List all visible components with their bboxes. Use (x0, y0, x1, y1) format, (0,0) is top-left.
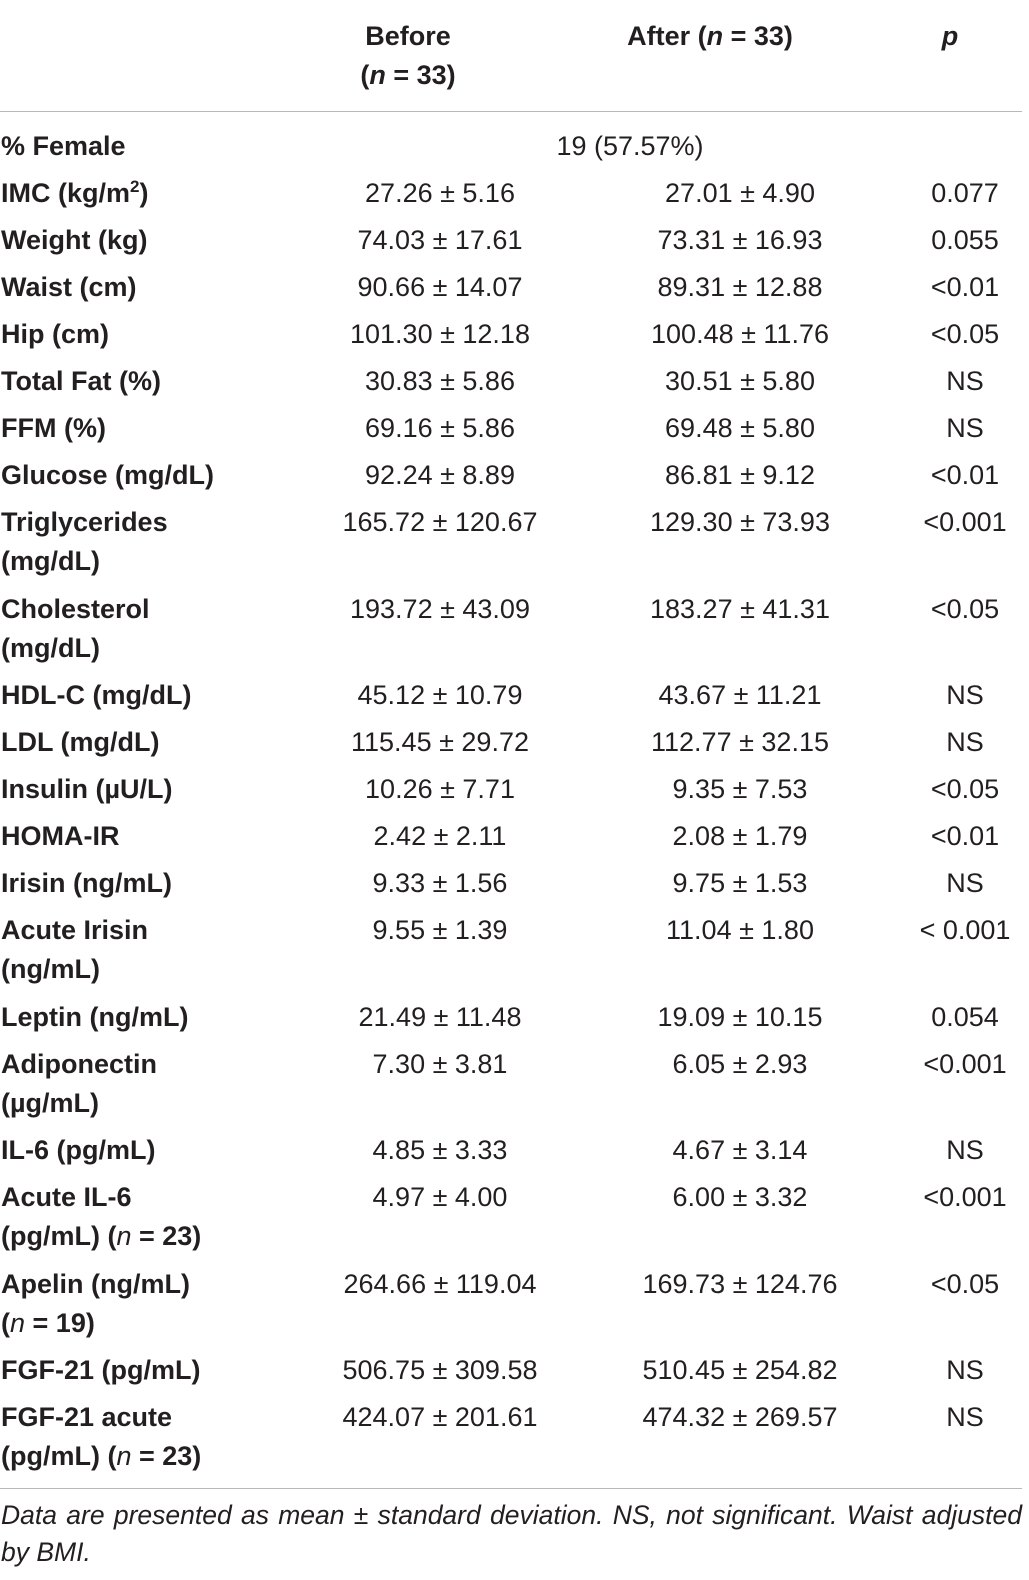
cell-p: NS (946, 1355, 984, 1385)
table-row (0, 998, 1022, 1045)
cell-p: NS (946, 1402, 984, 1432)
cell-before: 193.72 ± 43.09 (350, 593, 530, 624)
cell-after: 183.27 ± 41.31 (650, 593, 830, 624)
table-row (0, 315, 1022, 362)
cell-before: 69.16 ± 5.86 (365, 413, 515, 443)
table-row (0, 1351, 1022, 1398)
cell-after: 100.48 ± 11.76 (651, 319, 829, 349)
cell-merged: 19 (57.57%) (556, 131, 704, 161)
row-label (1, 1045, 321, 1123)
row-label-line2: (mg/dL) (1, 632, 100, 663)
row-label-line2-wrap (1, 1437, 321, 1476)
table-row (0, 268, 1022, 315)
cell-p: <0.05 (930, 1268, 1000, 1299)
row-label: HOMA-IR (1, 821, 120, 851)
cell-before: 424.07 ± 201.61 (342, 1402, 538, 1432)
row-label: % Female (1, 131, 126, 161)
row-label-line2b: = 23) (131, 1441, 202, 1471)
row-label-line2-wrap (1, 629, 321, 668)
cell-p: <0.01 (930, 460, 1000, 490)
table-row (0, 221, 1022, 268)
cell-p: NS (946, 868, 984, 898)
cell-after: 73.31 ± 16.93 (657, 225, 823, 255)
cell-after: 89.31 ± 12.88 (657, 272, 823, 302)
cell-after: 19.09 ± 10.15 (657, 1001, 823, 1032)
row-label: HDL-C (mg/dL) (1, 680, 192, 710)
row-label (1, 174, 321, 213)
row-label: Glucose (mg/dL) (1, 460, 215, 490)
cell-before: 10.26 ± 7.71 (365, 774, 515, 804)
row-label (1, 1265, 321, 1343)
row-label: IL-6 (pg/mL) (1, 1135, 156, 1165)
cell-p: 0.077 (931, 178, 999, 208)
cell-before: 45.12 ± 10.79 (357, 680, 523, 710)
header-before-title: Before (365, 21, 451, 51)
row-label (1, 1398, 321, 1476)
cell-after: 69.48 ± 5.80 (665, 413, 815, 443)
row-label-line1: Acute Irisin (1, 915, 149, 945)
cell-after: 6.05 ± 2.93 (672, 1048, 808, 1079)
row-label-n: n (10, 1307, 26, 1338)
cell-before: 27.26 ± 5.16 (365, 178, 515, 208)
cell-before: 7.30 ± 3.81 (372, 1048, 508, 1079)
cell-before: 115.45 ± 29.72 (351, 727, 529, 757)
row-label-n: n (116, 1221, 132, 1251)
cell-p: <0.001 (923, 1182, 1007, 1212)
row-label-line2-wrap (1, 950, 321, 989)
row-label: Irisin (ng/mL) (1, 868, 172, 898)
table-row (0, 676, 1022, 723)
table-row (0, 456, 1022, 503)
header-before-n-var: n (369, 60, 386, 90)
table-row (0, 1265, 1022, 1352)
header-after-n-var: n (706, 21, 724, 51)
header-p-label: p (941, 21, 959, 51)
cell-after: 510.45 ± 254.82 (642, 1355, 838, 1385)
cell-p: <0.01 (930, 821, 1000, 851)
row-label-line1: Triglycerides (1, 507, 168, 537)
cell-p: <0.05 (930, 593, 1000, 624)
cell-before: 506.75 ± 309.58 (342, 1355, 538, 1385)
row-label: FFM (%) (1, 413, 106, 443)
cell-p: NS (946, 680, 984, 710)
row-label-sup: 2 (130, 177, 140, 196)
row-label-line2a: (pg/mL) ( (1, 1221, 117, 1251)
cell-after: 112.77 ± 32.15 (651, 727, 829, 757)
row-label (1, 590, 321, 668)
row-label-line1: Adiponectin (1, 1048, 157, 1079)
table-row (0, 362, 1022, 409)
cell-before: 9.55 ± 1.39 (372, 915, 508, 945)
cell-p: NS (946, 727, 984, 757)
cell-p: <0.01 (930, 272, 1000, 302)
cell-after: 4.67 ± 3.14 (672, 1135, 808, 1165)
header-after-n-rest: = 33) (723, 21, 793, 51)
table-row (0, 1131, 1022, 1178)
row-label: Leptin (ng/mL) (1, 1001, 189, 1032)
row-label-n: n (116, 1441, 132, 1471)
cell-after: 6.00 ± 3.32 (672, 1182, 808, 1212)
table-row (0, 127, 1022, 174)
cell-after: 129.30 ± 73.93 (650, 507, 830, 537)
row-label (1, 503, 321, 581)
cell-before: 30.83 ± 5.86 (365, 366, 515, 396)
cell-after: 43.67 ± 11.21 (658, 680, 822, 710)
row-label: FGF-21 (pg/mL) (1, 1355, 201, 1385)
table-row (0, 174, 1022, 221)
cell-before: 90.66 ± 14.07 (357, 272, 523, 302)
cell-p: NS (946, 366, 984, 396)
cell-after: 9.75 ± 1.53 (672, 868, 808, 898)
table-row (0, 770, 1022, 817)
cell-after: 169.73 ± 124.76 (642, 1268, 838, 1299)
row-label-line2-wrap (1, 1084, 321, 1123)
cell-before: 74.03 ± 17.61 (357, 225, 523, 255)
row-label-line2-wrap (1, 542, 321, 581)
table-row (0, 590, 1022, 677)
row-label: Weight (kg) (1, 225, 148, 255)
cell-before: 165.72 ± 120.67 (342, 507, 538, 537)
cell-p: < 0.001 (919, 915, 1011, 945)
cell-p: 0.055 (931, 225, 999, 255)
row-label-line2a: ( (1, 1307, 10, 1338)
row-label-line2b: = 19) (25, 1307, 95, 1338)
table-row (0, 1398, 1022, 1485)
cell-after: 9.35 ± 7.53 (672, 774, 808, 804)
table-footer (0, 1488, 1022, 1571)
table-row (0, 409, 1022, 456)
cell-after: 27.01 ± 4.90 (665, 178, 815, 208)
cell-after: 11.04 ± 1.80 (666, 915, 814, 945)
header-p (915, 17, 985, 56)
cell-p: <0.05 (930, 319, 1000, 349)
row-label: Insulin (µU/L) (1, 774, 173, 804)
cell-before: 9.33 ± 1.56 (372, 868, 508, 898)
header-after (600, 17, 820, 56)
cell-p: NS (946, 1135, 984, 1165)
row-label-text: IMC (kg/m (1, 178, 131, 208)
row-label-line2: (µg/mL) (1, 1087, 100, 1118)
header-before-n-rest: = 33) (385, 60, 456, 90)
cell-p: <0.001 (923, 1048, 1007, 1079)
row-label-line1: Apelin (ng/mL) (1, 1268, 190, 1299)
table-row (0, 723, 1022, 770)
row-label-line2-wrap (1, 1304, 321, 1343)
header-before-n: (n = 33) (360, 60, 456, 90)
table-row (0, 911, 1022, 998)
cell-before: 2.42 ± 2.11 (373, 821, 507, 851)
row-label-line2a: (pg/mL) ( (1, 1441, 117, 1471)
cell-before: 4.97 ± 4.00 (372, 1182, 508, 1212)
table-row (0, 1178, 1022, 1265)
row-label-end: ) (139, 178, 149, 208)
table-row (0, 864, 1022, 911)
cell-before: 264.66 ± 119.04 (343, 1268, 537, 1299)
row-label: Total Fat (%) (1, 366, 161, 396)
header-before (318, 17, 498, 95)
row-label (1, 1178, 321, 1256)
table-row (0, 1045, 1022, 1132)
table-row (0, 503, 1022, 590)
cell-before: 21.49 ± 11.48 (358, 1001, 522, 1032)
row-label (1, 911, 321, 989)
table-row (0, 817, 1022, 864)
row-label-line2b: = 23) (131, 1221, 202, 1251)
table-header (0, 0, 1022, 112)
cell-p: <0.05 (930, 774, 1000, 804)
cell-before: 101.30 ± 12.18 (350, 319, 530, 349)
cell-p: 0.054 (931, 1001, 999, 1032)
row-label-line1: Cholesterol (1, 593, 150, 624)
row-label: LDL (mg/dL) (1, 727, 160, 757)
row-label: Waist (cm) (1, 272, 137, 302)
row-label-line1: Acute IL-6 (1, 1182, 132, 1212)
cell-after: 2.08 ± 1.79 (672, 821, 808, 851)
cell-before: 4.85 ± 3.33 (372, 1135, 508, 1165)
row-label-line2: (ng/mL) (1, 954, 100, 984)
row-label-line2-wrap (1, 1217, 321, 1256)
row-label-line1: FGF-21 acute (1, 1402, 173, 1432)
cell-p: NS (946, 413, 984, 443)
row-label-line2: (mg/dL) (1, 546, 100, 576)
cell-after: 86.81 ± 9.12 (665, 460, 815, 490)
cell-after: 474.32 ± 269.57 (642, 1402, 838, 1432)
footnote: Data are presented as mean ± standard deviation. NS, not significant. Waist adjusted by BMI. (1, 1500, 1022, 1567)
cell-after: 30.51 ± 5.80 (665, 366, 815, 396)
cell-before: 92.24 ± 8.89 (365, 460, 515, 490)
row-label: Hip (cm) (1, 319, 109, 349)
cell-p: <0.001 (923, 507, 1007, 537)
header-after-title: After ( (627, 21, 707, 51)
